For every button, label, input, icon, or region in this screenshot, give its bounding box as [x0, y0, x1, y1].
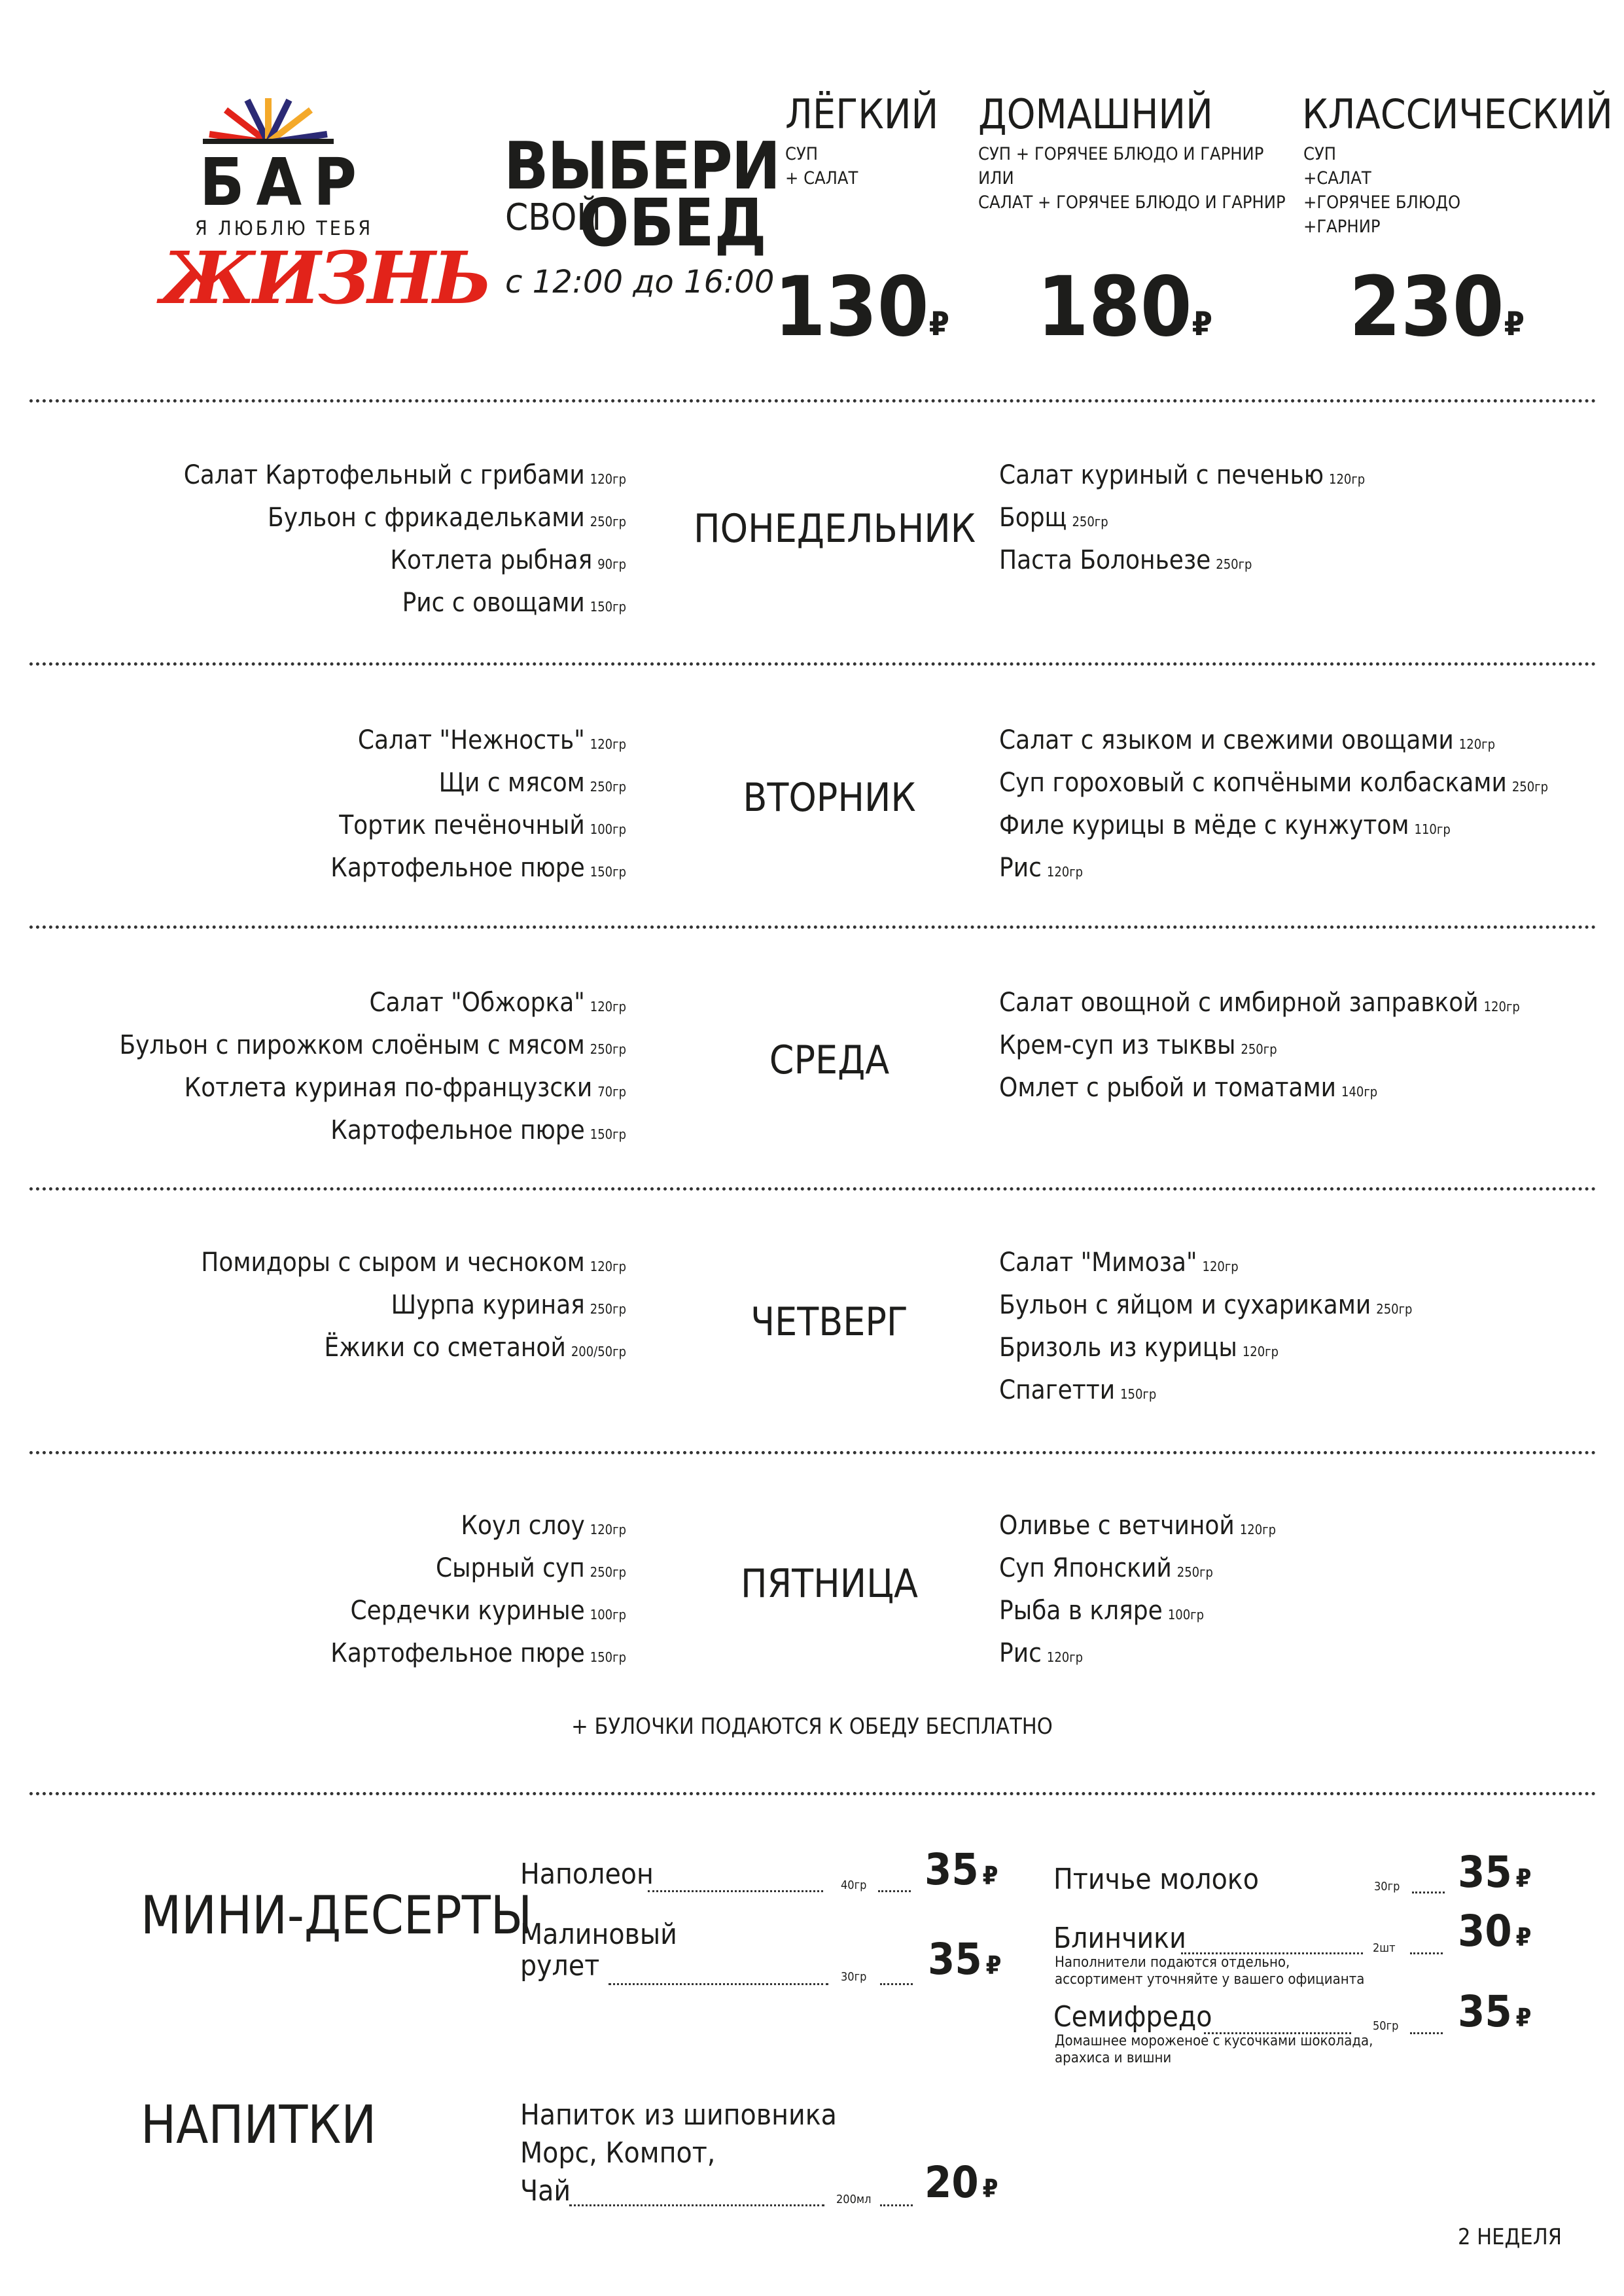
menu-item: Рис с овощами 150гр: [402, 588, 626, 618]
menu-item: Картофельное пюре 150гр: [330, 1115, 626, 1145]
combo-price-light: [774, 259, 949, 355]
menu-item: Помидоры с сыром и чесноком 120гр: [201, 1247, 626, 1278]
menu-item: Сердечки куриные 100гр: [350, 1596, 626, 1626]
day-monday: ПОНЕДЕЛЬНИК: [694, 506, 976, 552]
dessert-note: Домашнее мороженое с кусочками шоколада, арахиса и вишни: [1055, 2033, 1373, 2066]
menu-item: Омлет с рыбой и томатами 140гр: [999, 1073, 1378, 1103]
dessert-price: 35 ₽: [1458, 1847, 1532, 1897]
dessert-price: 35 ₽: [928, 1934, 1002, 1984]
combo-name-light: ЛЁГКИЙ: [785, 90, 939, 138]
dessert-weight: 30гр: [841, 1970, 867, 1984]
menu-item: Оливье с ветчиной 120гр: [999, 1511, 1277, 1541]
dessert-bird-milk: Птичье молоко: [1053, 1863, 1259, 1896]
menu-item: Щи с мясом 250гр: [438, 768, 626, 798]
wednesday-left-list: [119, 984, 626, 1154]
dessert-weight: 40гр: [841, 1878, 867, 1892]
dessert-weight: 2шт: [1373, 1941, 1396, 1955]
combo-name-home: ДОМАШНИЙ: [978, 90, 1213, 138]
menu-item: Шурпа куриная 250гр: [391, 1290, 626, 1320]
ruble-sign: ₽: [928, 305, 949, 343]
price-value: 130: [774, 259, 929, 355]
menu-item: Крем-суп из тыквы 250гр: [999, 1030, 1277, 1060]
menu-item: Сырный суп 250гр: [436, 1553, 626, 1583]
lunch-title-small: СВОЙ: [505, 196, 602, 239]
menu-item: Филе курицы в мёде с кунжутом 110гр: [999, 810, 1451, 840]
tuesday-right-list: [999, 721, 1548, 891]
desserts-title: МИНИ-ДЕСЕРТЫ: [141, 1885, 533, 1946]
menu-item: Бризоль из курицы 120гр: [999, 1333, 1279, 1363]
menu-item: Суп Японский 250гр: [999, 1553, 1213, 1583]
dessert-weight: 50гр: [1373, 2019, 1399, 2033]
menu-item: Паста Болоньезе 250гр: [999, 545, 1252, 575]
leader-dots: [1412, 1892, 1445, 1893]
dessert-semifreddo: Семифредо: [1053, 2000, 1212, 2034]
menu-item: Бульон с фрикадельками 250гр: [268, 503, 626, 533]
ruble-sign: ₽: [1192, 305, 1212, 343]
menu-item: Салат овощной с имбирной заправкой 120гр: [999, 988, 1520, 1018]
brand-name: БАР: [200, 144, 369, 221]
thursday-left-list: [201, 1244, 626, 1371]
dessert-raspberry-roll: Малиновый рулет: [520, 1918, 677, 1982]
day-wednesday: СРЕДА: [769, 1037, 890, 1083]
divider: [29, 662, 1597, 666]
combo-price-classic: [1349, 259, 1525, 355]
drinks-title: НАПИТКИ: [141, 2094, 377, 2155]
drink-price: 20 ₽: [925, 2157, 998, 2208]
leader-dots: [880, 1983, 913, 1985]
friday-right-list: [999, 1507, 1276, 1677]
wednesday-right-list: [999, 984, 1520, 1111]
dessert-price: 35 ₽: [1458, 1986, 1532, 2037]
dessert-pancakes: Блинчики: [1053, 1922, 1186, 1955]
lunch-title-big: ОБЕД: [579, 185, 767, 261]
sunrays-icon: [203, 98, 334, 144]
divider: [29, 1451, 1597, 1454]
leader-dots: [609, 1983, 828, 1985]
brand-tagline: Я ЛЮБЛЮ ТЕБЯ: [195, 217, 374, 240]
ruble-sign: ₽: [1504, 305, 1525, 343]
menu-item: Бульон с пирожком слоёным с мясом 250гр: [119, 1030, 626, 1060]
combo-name-classic: КЛАССИЧЕСКИЙ: [1302, 90, 1613, 138]
dessert-napoleon: Наполеон: [520, 1857, 654, 1891]
leader-dots: [648, 1890, 823, 1892]
divider: [29, 925, 1597, 929]
menu-item: Картофельное пюре 150гр: [330, 1638, 626, 1668]
menu-item: Ёжики со сметаной 200/50гр: [324, 1333, 626, 1363]
menu-item: Котлета куриная по-французски 70гр: [184, 1073, 626, 1103]
dessert-weight: 30гр: [1374, 1880, 1400, 1893]
lunch-hours: с 12:00 до 16:00: [505, 264, 775, 300]
divider: [29, 1187, 1597, 1191]
menu-item: Салат "Мимоза" 120гр: [999, 1247, 1239, 1278]
menu-item: Рис 120гр: [999, 1638, 1084, 1668]
monday-left-list: [184, 456, 626, 626]
drink-tea: Чай: [520, 2174, 571, 2208]
dessert-note: Наполнители подаются отдельно, ассортимент уточняйте у вашего официанта: [1055, 1954, 1365, 1988]
menu-item: Коул слоу 120гр: [461, 1511, 626, 1541]
leader-dots: [878, 1890, 911, 1892]
divider: [29, 1792, 1597, 1795]
leader-dots: [1410, 1952, 1443, 1954]
combo-desc-light: СУП + САЛАТ: [785, 144, 858, 188]
menu-item: Салат "Нежность" 120гр: [357, 725, 626, 755]
combo-desc-home: СУП + ГОРЯЧЕЕ БЛЮДО И ГАРНИР ИЛИ САЛАТ + ГОРЯЧЕЕ БЛЮДО И ГАРНИР: [978, 144, 1286, 213]
monday-right-list: [999, 456, 1365, 584]
menu-item: Салат Картофельный с грибами 120гр: [183, 460, 626, 490]
lunch-title-line1: ВЫБЕРИ: [504, 128, 780, 204]
day-tuesday: ВТОРНИК: [743, 775, 916, 821]
leader-dots: [880, 2204, 913, 2206]
dessert-price: 35 ₽: [925, 1844, 998, 1895]
menu-item: Бульон с яйцом и сухариками 250гр: [999, 1290, 1413, 1320]
tuesday-left-list: [330, 721, 626, 891]
menu-item: Картофельное пюре 150гр: [330, 853, 626, 883]
divider: [29, 399, 1597, 403]
thursday-right-list: [999, 1244, 1412, 1414]
dessert-price: 30 ₽: [1458, 1906, 1532, 1956]
friday-left-list: [330, 1507, 626, 1677]
bread-note: + БУЛОЧКИ ПОДАЮТСЯ К ОБЕДУ БЕСПЛАТНО: [571, 1713, 1053, 1740]
leader-dots: [569, 2204, 824, 2206]
day-thursday: ЧЕТВЕРГ: [750, 1299, 908, 1345]
day-friday: ПЯТНИЦА: [741, 1561, 918, 1607]
price-value: 180: [1037, 259, 1192, 355]
combo-desc-classic: СУП +САЛАТ +ГОРЯЧЕЕ БЛЮДО +ГАРНИР: [1303, 144, 1461, 237]
price-value: 230: [1349, 259, 1504, 355]
menu-item: Салат куриный с печенью 120гр: [999, 460, 1366, 490]
menu-item: Рыба в кляре 100гр: [999, 1596, 1205, 1626]
drink-mors-compote: Морс, Компот,: [520, 2136, 716, 2170]
menu-item: Спагетти 150гр: [999, 1375, 1157, 1405]
week-label: 2 НЕДЕЛЯ: [1458, 2224, 1562, 2250]
menu-item: Рис 120гр: [999, 853, 1084, 883]
menu-item: Борщ 250гр: [999, 503, 1108, 533]
brand-life: ЖИЗНЬ: [161, 236, 490, 320]
menu-item: Тортик печёночный 100гр: [339, 810, 626, 840]
combo-price-home: [1037, 259, 1212, 355]
menu-item: Салат "Обжорка" 120гр: [369, 988, 626, 1018]
bar-logo: [157, 98, 490, 321]
drink-rosehip: Напиток из шиповника: [520, 2098, 837, 2132]
drink-volume: 200мл: [836, 2193, 872, 2206]
menu-item: Котлета рыбная 90гр: [390, 545, 626, 575]
menu-item: Салат с языком и свежими овощами 120гр: [999, 725, 1496, 755]
leader-dots: [1410, 2032, 1443, 2034]
menu-item: Суп гороховый с копчёными колбасками 250гр: [999, 768, 1549, 798]
